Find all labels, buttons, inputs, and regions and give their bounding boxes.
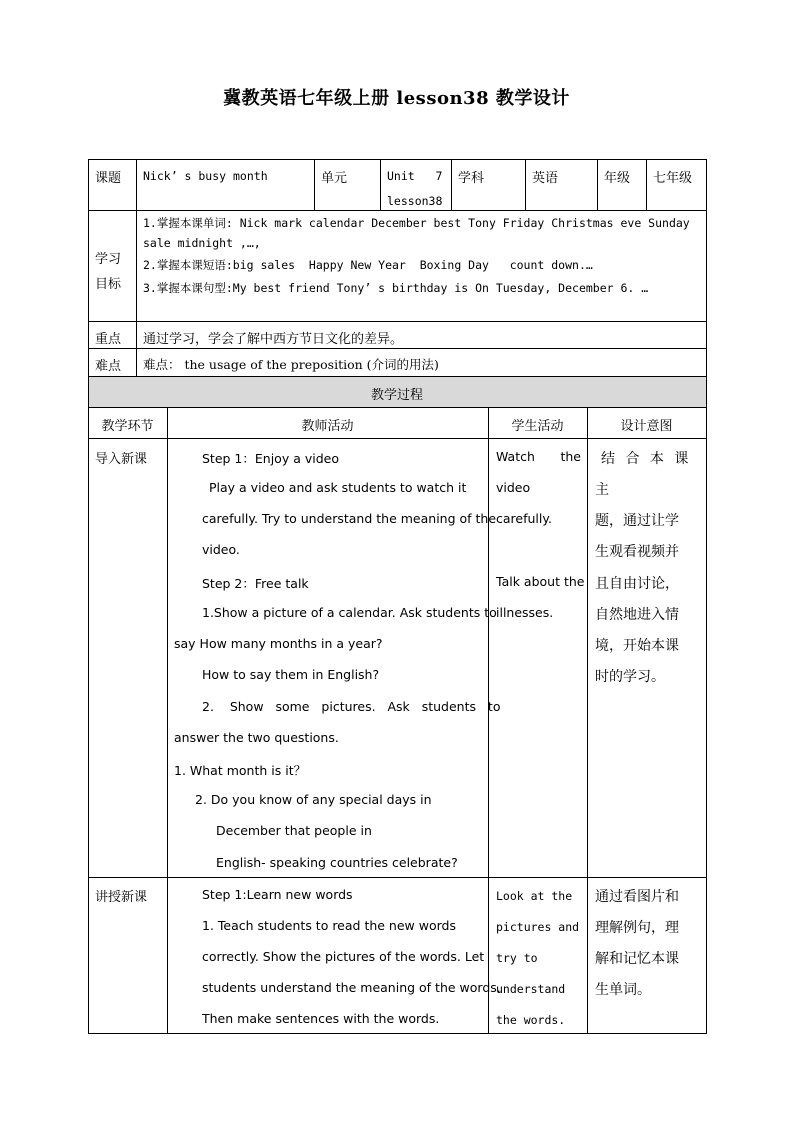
student-2-line: try to <box>496 951 538 965</box>
subject-value: 英语 <box>532 171 559 186</box>
student-1-line: Talk about the <box>496 574 585 589</box>
intent-1-line: 生观看视频并 <box>595 544 679 560</box>
intent-1-line: 时的学习。 <box>595 669 665 685</box>
student-1-line: video <box>496 480 531 495</box>
unit-value-line1: Unit 7 <box>387 169 443 183</box>
student-1-line: carefully. <box>496 511 552 526</box>
grade-label: 年级 <box>604 171 631 186</box>
teacher-1-line: 1.Show a picture of a calendar. Ask students to <box>202 605 497 620</box>
intent-1-line: 自然地进入情 <box>595 607 679 623</box>
key-point-label: 重点 <box>95 332 122 347</box>
intent-1-line: 境，开始本课 <box>595 638 679 654</box>
student-1-line: illnesses. <box>496 605 554 620</box>
teacher-2-line: correctly. Show the pictures of the words. Let <box>202 949 485 964</box>
topic-value: Nick’ s busy month <box>143 169 268 183</box>
header-intent: 设计意图 <box>620 419 673 434</box>
teacher-2-line: Then make sentences with the words. <box>202 1011 440 1026</box>
intent-2-line: 理解例句，理 <box>595 920 679 936</box>
objective-line-2: sale midnight ,…, <box>143 236 261 250</box>
teacher-1-line: English- speaking countries celebrate? <box>216 855 458 870</box>
objectives-label-2: 目标 <box>95 277 122 292</box>
teacher-2-line: 1. Teach students to read the new words <box>202 918 456 933</box>
student-2-line: the words. <box>496 1013 566 1027</box>
unit-label: 单元 <box>321 171 348 186</box>
key-point-value: 通过学习，学会了解中西方节日文化的差异。 <box>143 332 404 347</box>
document-title: 冀教英语七年级上册 lesson38 教学设计 <box>223 88 570 109</box>
objective-line-3: 2.掌握本课短语:big sales Happy New Year Boxing Day count down.… <box>143 258 593 272</box>
objective-line-1: 1.掌握本课单词: Nick mark calendar December best Tony Friday Christmas eve Sunday <box>143 216 690 230</box>
teacher-1-line: How to say them in English? <box>202 667 380 682</box>
header-student: 学生活动 <box>511 419 564 434</box>
teacher-2-line: students understand the meaning of the words. <box>202 980 501 995</box>
teacher-1-line: Step 2：Free talk <box>202 576 309 591</box>
teacher-1-line: carefully. Try to understand the meaning of the <box>202 511 497 526</box>
intent-1-line: 题，通过让学 <box>595 513 679 529</box>
intent-1-line: 主 <box>595 482 609 498</box>
teacher-1-line: video. <box>202 542 240 557</box>
teacher-2-line: Step 1:Learn new words <box>202 887 353 902</box>
difficulty-value: 难点： the usage of the preposition (介词的用法) <box>143 357 439 372</box>
objective-line-4: 3.掌握本课句型:My best friend Tony’ s birthday is On Tuesday, December 6. … <box>143 281 649 295</box>
intent-1-line: 结 合 本 课 <box>601 451 689 467</box>
header-stage: 教学环节 <box>101 419 154 434</box>
teacher-1-line: 2. Do you know of any special days in <box>195 792 432 807</box>
grade-value: 七年级 <box>653 171 693 186</box>
intent-1-line: 且自由讨论， <box>595 576 679 592</box>
teacher-1-line: Step 1：Enjoy a video <box>202 451 339 466</box>
teacher-1-line: Play a video and ask students to watch it <box>209 480 467 495</box>
student-1-line: Watch the <box>496 449 581 464</box>
intent-2-line: 通过看图片和 <box>595 889 679 905</box>
stage-1: 导入新课 <box>95 452 148 467</box>
student-2-line: pictures and <box>496 920 580 934</box>
objectives-label-1: 学习 <box>95 252 122 267</box>
difficulty-label: 难点 <box>95 359 122 374</box>
topic-label: 课题 <box>95 171 122 186</box>
unit-value-line2: lesson38 <box>387 194 443 208</box>
teacher-1-line: answer the two questions. <box>174 730 339 745</box>
header-teacher: 教师活动 <box>301 419 354 434</box>
student-2-line: understand <box>496 982 566 996</box>
teacher-1-line: December that people in <box>216 823 372 838</box>
subject-label: 学科 <box>458 171 485 186</box>
teacher-1-line: say How many months in a year? <box>174 636 383 651</box>
intent-2-line: 解和记忆本课 <box>595 951 679 967</box>
process-title: 教学过程 <box>370 388 423 403</box>
stage-2: 讲授新课 <box>95 890 148 905</box>
intent-2-line: 生单词。 <box>595 982 651 998</box>
student-2-line: Look at the <box>496 889 573 903</box>
teacher-1-line: 1. What month is it？ <box>174 763 307 778</box>
teacher-1-line: 2. Show some pictures. Ask students to <box>202 699 501 714</box>
